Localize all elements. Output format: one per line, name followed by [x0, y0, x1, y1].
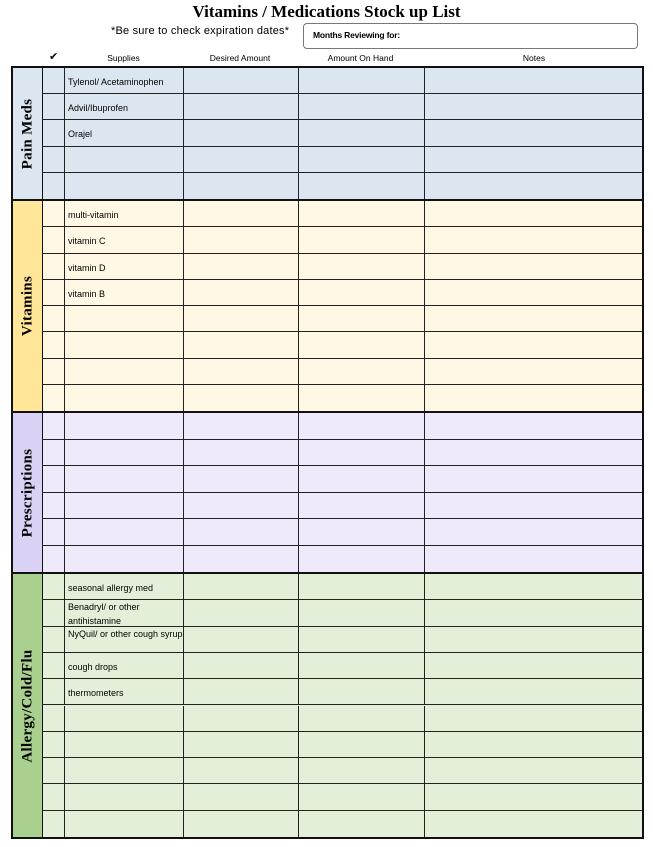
desired-amount-cell[interactable] [184, 147, 299, 172]
notes-header: Notes [522, 53, 546, 63]
check-cell[interactable] [42, 359, 65, 384]
amount-on-hand-cell[interactable] [299, 653, 425, 678]
supply-cell[interactable] [65, 440, 184, 466]
notes-cell[interactable] [425, 254, 642, 279]
supply-cell[interactable] [65, 227, 184, 252]
prescriptions-section-label: Prescriptions [19, 448, 35, 537]
months-reviewing-field[interactable] [303, 23, 638, 49]
supply-cell[interactable] [65, 385, 184, 411]
desired-amount-cell[interactable] [184, 440, 299, 466]
check-cell[interactable] [42, 280, 65, 305]
check-cell[interactable] [42, 254, 65, 279]
notes-cell[interactable] [425, 227, 642, 252]
check-cell[interactable] [42, 600, 65, 625]
table-row [42, 574, 642, 600]
amount-on-hand-cell[interactable] [299, 385, 425, 411]
desired-amount-cell[interactable] [184, 519, 299, 545]
desired-amount-cell[interactable] [184, 68, 299, 93]
supply-cell[interactable] [65, 784, 184, 809]
amount-on-hand-cell[interactable] [299, 784, 425, 809]
notes-cell[interactable] [425, 359, 642, 384]
amount-on-hand-cell[interactable] [299, 758, 425, 783]
check-cell[interactable] [42, 440, 65, 466]
desired-amount-header: Desired Amount [209, 53, 271, 63]
notes-cell[interactable] [425, 627, 642, 652]
check-cell[interactable] [42, 173, 65, 199]
notes-cell[interactable] [425, 600, 642, 625]
check-cell[interactable] [42, 306, 65, 331]
check-cell[interactable] [42, 574, 65, 599]
supply-label: vitamin B [68, 288, 106, 299]
desired-amount-cell[interactable] [184, 120, 299, 145]
supply-label: seasonal allergy med [68, 583, 154, 593]
check-cell[interactable] [42, 413, 65, 439]
table-row [42, 359, 642, 385]
check-column-header: ✔ [49, 51, 59, 63]
table-row [42, 201, 642, 227]
notes-cell[interactable] [425, 147, 642, 172]
allergy-cold-flu-section-label: Allergy/Cold/Flu [19, 648, 35, 763]
supply-label: Orajel [68, 129, 93, 140]
vitamins-section [11, 199, 644, 413]
months-reviewing-label: Months Reviewing for: [313, 30, 400, 40]
desired-amount-cell[interactable] [184, 493, 299, 519]
supply-label: NyQuil/ or other cough syrup [68, 628, 183, 639]
desired-amount-cell[interactable] [184, 600, 299, 625]
notes-cell[interactable] [425, 811, 642, 837]
supply-cell[interactable] [65, 653, 184, 678]
pain-meds-label-column [13, 68, 43, 199]
notes-cell[interactable] [425, 758, 642, 783]
amount-on-hand-cell[interactable] [299, 94, 425, 119]
notes-cell[interactable] [425, 574, 642, 599]
check-cell[interactable] [42, 68, 65, 93]
table-row [42, 173, 642, 199]
notes-cell[interactable] [425, 413, 642, 439]
amount-on-hand-cell[interactable] [299, 519, 425, 545]
notes-cell[interactable] [425, 493, 642, 519]
table-row [42, 332, 642, 358]
check-cell[interactable] [42, 94, 65, 119]
notes-cell[interactable] [425, 68, 642, 93]
desired-amount-cell[interactable] [184, 227, 299, 252]
supply-cell[interactable] [65, 811, 184, 837]
check-cell[interactable] [42, 706, 65, 731]
check-cell[interactable] [42, 332, 65, 357]
expiration-note: *Be sure to check expiration dates* [111, 25, 290, 37]
amount-on-hand-cell[interactable] [299, 173, 425, 199]
notes-cell[interactable] [425, 280, 642, 305]
vitamins-section-label: Vitamins [19, 275, 35, 337]
notes-cell[interactable] [425, 306, 642, 331]
desired-amount-cell[interactable] [184, 359, 299, 384]
supply-label: vitamin C [68, 236, 106, 247]
check-cell[interactable] [42, 546, 65, 573]
pain-meds-section-label: Pain Meds [19, 98, 35, 169]
supply-cell[interactable] [65, 68, 184, 93]
desired-amount-cell[interactable] [184, 413, 299, 439]
amount-on-hand-cell[interactable] [299, 120, 425, 145]
check-cell[interactable] [42, 627, 65, 652]
table-row [42, 94, 642, 120]
supply-label: cough drops [68, 661, 118, 672]
desired-amount-cell[interactable] [184, 306, 299, 331]
desired-amount-cell[interactable] [184, 94, 299, 119]
vitamins-label-column [13, 201, 43, 411]
table-row [42, 600, 642, 626]
pain-meds-grid [42, 68, 642, 199]
supply-label: Benadryl/ or other antihistamine [68, 602, 140, 627]
amount-on-hand-cell[interactable] [299, 413, 425, 439]
table-row [42, 732, 642, 758]
supply-cell[interactable] [65, 254, 184, 279]
supply-label: thermometers [68, 688, 124, 699]
notes-cell[interactable] [425, 440, 642, 466]
table-row [42, 466, 642, 493]
amount-on-hand-cell[interactable] [299, 359, 425, 384]
check-cell[interactable] [42, 493, 65, 519]
amount-on-hand-cell[interactable] [299, 706, 425, 731]
table-row [42, 546, 642, 573]
amount-on-hand-cell[interactable] [299, 201, 425, 226]
desired-amount-cell[interactable] [184, 627, 299, 652]
table-row [42, 440, 642, 467]
desired-amount-cell[interactable] [184, 574, 299, 599]
amount-on-hand-header: Amount On Hand [327, 53, 394, 63]
prescriptions-grid [42, 413, 642, 572]
desired-amount-cell[interactable] [184, 679, 299, 704]
amount-on-hand-cell[interactable] [299, 493, 425, 519]
notes-cell[interactable] [425, 732, 642, 757]
amount-on-hand-cell[interactable] [299, 280, 425, 305]
supply-cell[interactable] [65, 306, 184, 331]
vitamins-grid [42, 201, 642, 411]
table-row [42, 653, 642, 679]
amount-on-hand-cell[interactable] [299, 627, 425, 652]
amount-on-hand-cell[interactable] [299, 811, 425, 837]
supply-label: vitamin D [68, 262, 106, 273]
supply-cell[interactable] [65, 732, 184, 757]
prescriptions-section [11, 411, 644, 574]
desired-amount-cell[interactable] [184, 706, 299, 731]
notes-cell[interactable] [425, 546, 642, 573]
supplies-header: Supplies [107, 53, 140, 63]
desired-amount-cell[interactable] [184, 385, 299, 411]
table-row [42, 758, 642, 784]
table-row [42, 280, 642, 306]
notes-cell[interactable] [425, 120, 642, 145]
amount-on-hand-cell[interactable] [299, 546, 425, 573]
page-title: Vitamins / Medications Stock up List [192, 2, 461, 21]
table-row [42, 68, 642, 94]
supply-cell[interactable] [65, 519, 184, 545]
amount-on-hand-cell[interactable] [299, 68, 425, 93]
check-cell[interactable] [42, 784, 65, 809]
table-row [42, 627, 642, 653]
amount-on-hand-cell[interactable] [299, 466, 425, 492]
supply-cell[interactable] [65, 574, 184, 599]
table-row [42, 784, 642, 810]
check-cell[interactable] [42, 466, 65, 492]
amount-on-hand-cell[interactable] [299, 440, 425, 466]
amount-on-hand-cell[interactable] [299, 600, 425, 625]
supply-cell[interactable] [65, 147, 184, 172]
check-cell[interactable] [42, 120, 65, 145]
check-cell[interactable] [42, 679, 65, 704]
desired-amount-cell[interactable] [184, 173, 299, 199]
supply-cell[interactable] [65, 94, 184, 119]
check-cell[interactable] [42, 385, 65, 411]
supply-cell[interactable] [65, 466, 184, 492]
desired-amount-cell[interactable] [184, 466, 299, 492]
check-cell[interactable] [42, 758, 65, 783]
notes-cell[interactable] [425, 653, 642, 678]
desired-amount-cell[interactable] [184, 546, 299, 573]
amount-on-hand-cell[interactable] [299, 147, 425, 172]
allergy-cold-flu-label-column [13, 574, 43, 837]
amount-on-hand-cell[interactable] [299, 227, 425, 252]
table-row [42, 306, 642, 332]
notes-cell[interactable] [425, 385, 642, 411]
desired-amount-cell[interactable] [184, 254, 299, 279]
desired-amount-cell[interactable] [184, 332, 299, 357]
supply-cell[interactable] [65, 280, 184, 305]
supply-cell[interactable] [65, 546, 184, 573]
supply-cell[interactable] [65, 706, 184, 731]
supply-cell[interactable] [65, 332, 184, 357]
desired-amount-cell[interactable] [184, 732, 299, 757]
desired-amount-cell[interactable] [184, 280, 299, 305]
amount-on-hand-cell[interactable] [299, 306, 425, 331]
amount-on-hand-cell[interactable] [299, 332, 425, 357]
supply-cell[interactable] [65, 413, 184, 439]
notes-cell[interactable] [425, 173, 642, 199]
table-row [42, 519, 642, 546]
notes-cell[interactable] [425, 519, 642, 545]
notes-cell[interactable] [425, 784, 642, 809]
check-cell[interactable] [42, 147, 65, 172]
desired-amount-cell[interactable] [184, 653, 299, 678]
notes-cell[interactable] [425, 201, 642, 226]
supply-cell[interactable] [65, 120, 184, 145]
prescriptions-label-column [13, 413, 43, 572]
supply-cell[interactable] [65, 493, 184, 519]
supply-label: multi-vitamin [68, 210, 119, 220]
table-row [42, 811, 642, 837]
allergy-cold-flu-section [11, 572, 644, 839]
table-row [42, 706, 642, 732]
check-cell[interactable] [42, 732, 65, 757]
amount-on-hand-cell[interactable] [299, 574, 425, 599]
amount-on-hand-cell[interactable] [299, 254, 425, 279]
table-row [42, 147, 642, 173]
amount-on-hand-cell[interactable] [299, 732, 425, 757]
notes-cell[interactable] [425, 94, 642, 119]
notes-cell[interactable] [425, 332, 642, 357]
table-row [42, 254, 642, 280]
desired-amount-cell[interactable] [184, 758, 299, 783]
supply-cell[interactable] [65, 627, 184, 652]
check-cell[interactable] [42, 227, 65, 252]
notes-cell[interactable] [425, 466, 642, 492]
supply-cell[interactable] [65, 173, 184, 199]
supply-cell[interactable] [65, 201, 184, 226]
amount-on-hand-cell[interactable] [299, 679, 425, 704]
check-cell[interactable] [42, 811, 65, 837]
notes-cell[interactable] [425, 706, 642, 731]
allergy-cold-flu-grid [42, 574, 642, 837]
supply-label: Advil/Ibuprofen [68, 103, 129, 114]
check-cell[interactable] [42, 519, 65, 545]
notes-cell[interactable] [425, 679, 642, 704]
table-row [42, 493, 642, 520]
table-row [42, 227, 642, 253]
table-row [42, 679, 642, 705]
supply-cell[interactable] [65, 600, 184, 625]
table-row [42, 385, 642, 411]
supply-cell[interactable] [65, 679, 184, 704]
desired-amount-cell[interactable] [184, 784, 299, 809]
supply-cell[interactable] [65, 359, 184, 384]
supply-cell[interactable] [65, 758, 184, 783]
table-row [42, 413, 642, 440]
pain-meds-section [11, 66, 644, 201]
check-cell[interactable] [42, 201, 65, 226]
desired-amount-cell[interactable] [184, 811, 299, 837]
check-cell[interactable] [42, 653, 65, 678]
desired-amount-cell[interactable] [184, 201, 299, 226]
supply-label: Tylenol/ Acetaminophen [68, 77, 164, 87]
table-row [42, 120, 642, 146]
